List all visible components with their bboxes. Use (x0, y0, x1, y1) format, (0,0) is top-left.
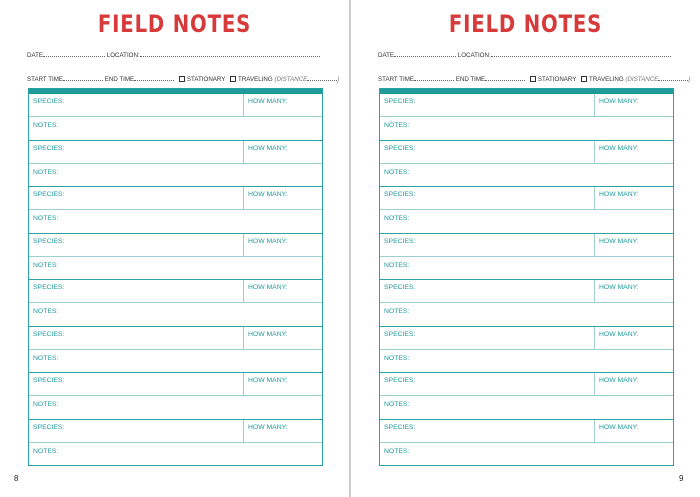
notes-field[interactable]: NOTES: (33, 447, 59, 455)
how-many-field[interactable]: HOW MANY: (243, 141, 322, 163)
species-row (29, 420, 322, 443)
species-field[interactable]: SPECIES: (33, 377, 65, 384)
species-entry (380, 420, 673, 467)
notes-field[interactable]: NOTES: (384, 122, 410, 129)
time-row (27, 74, 340, 83)
notes-field[interactable]: NOTES: (384, 261, 410, 269)
how-many-field[interactable]: HOW MANY: (594, 280, 673, 302)
traveling-checkbox[interactable] (230, 76, 236, 82)
how-many-field[interactable]: HOW MANY: (243, 327, 322, 349)
species-field[interactable]: SPECIES: (384, 191, 416, 198)
how-many-field[interactable]: HOW MANY: (243, 234, 322, 256)
species-row (29, 373, 322, 396)
species-field[interactable]: SPECIES: (384, 284, 416, 291)
species-row (380, 187, 673, 210)
species-entry (380, 327, 673, 374)
species-entry (29, 373, 322, 420)
how-many-field[interactable]: HOW MANY: (594, 234, 673, 256)
species-row (380, 327, 673, 350)
species-entry (29, 141, 322, 188)
how-many-field[interactable]: HOW MANY: (594, 373, 673, 395)
how-many-field[interactable]: HOW MANY: (243, 187, 322, 209)
species-entry (29, 187, 322, 234)
distance-close: ) (688, 76, 691, 83)
notes-field[interactable]: NOTES: (33, 122, 59, 129)
page-number: 8 (14, 474, 19, 483)
species-row (380, 234, 673, 257)
traveling-label: TRAVELING (238, 76, 273, 83)
species-field[interactable]: SPECIES: (33, 284, 65, 291)
species-row (380, 94, 673, 117)
species-field[interactable]: SPECIES: (384, 98, 416, 105)
how-many-field[interactable]: HOW MANY: (594, 94, 673, 116)
species-row (29, 94, 322, 117)
species-row (29, 187, 322, 210)
date-label: DATE (378, 52, 395, 59)
notes-field[interactable]: NOTES: (384, 168, 410, 176)
species-entry (29, 234, 322, 281)
end-time-label: END TIME (104, 76, 135, 83)
species-field[interactable]: SPECIES: (33, 144, 65, 152)
species-row (380, 141, 673, 164)
start-time-field[interactable] (63, 74, 103, 81)
left-page (0, 0, 349, 497)
species-entry (380, 94, 673, 141)
end-time-label: END TIME (455, 76, 486, 83)
how-many-field[interactable]: HOW MANY: (594, 187, 673, 209)
species-field[interactable]: SPECIES: (384, 144, 416, 152)
stationary-label: STATIONARY (537, 76, 577, 83)
right-page (351, 0, 700, 497)
date-field[interactable] (43, 50, 105, 57)
page-title: FIELD NOTES (448, 10, 603, 38)
species-field[interactable]: SPECIES: (33, 98, 65, 105)
traveling-label: TRAVELING (589, 76, 624, 83)
location-label: LOCATION: (457, 52, 491, 59)
species-entry (29, 327, 322, 374)
species-row (380, 280, 673, 303)
species-row (29, 234, 322, 257)
notes-field[interactable]: NOTES: (384, 215, 410, 222)
species-row (380, 420, 673, 443)
notes-field[interactable]: NOTES: (384, 401, 410, 408)
species-entry (380, 234, 673, 281)
page-number: 9 (679, 474, 684, 483)
start-time-field[interactable] (414, 74, 454, 81)
species-field[interactable]: SPECIES: (384, 423, 416, 431)
species-row (29, 280, 322, 303)
notes-field[interactable]: NOTES: (33, 215, 59, 222)
notes-field[interactable]: NOTES: (33, 354, 59, 362)
how-many-field[interactable]: HOW MANY: (594, 141, 673, 163)
end-time-field[interactable] (134, 74, 174, 81)
notes-field[interactable]: NOTES: (33, 168, 59, 176)
species-row (29, 141, 322, 164)
location-field[interactable] (140, 50, 320, 57)
distance-label: (DISTANCE (274, 76, 308, 83)
species-entry (380, 141, 673, 188)
species-field[interactable]: SPECIES: (33, 330, 65, 338)
how-many-field[interactable]: HOW MANY: (243, 373, 322, 395)
date-location-row (378, 50, 674, 59)
species-field[interactable]: SPECIES: (384, 237, 416, 245)
how-many-field[interactable]: HOW MANY: (243, 420, 322, 442)
distance-label: (DISTANCE (625, 76, 659, 83)
end-time-field[interactable] (485, 74, 525, 81)
species-field[interactable]: SPECIES: (33, 191, 65, 198)
species-field[interactable]: SPECIES: (33, 423, 65, 431)
traveling-checkbox[interactable] (581, 76, 587, 82)
how-many-field[interactable]: HOW MANY: (594, 420, 673, 442)
species-entry (29, 280, 322, 327)
date-label: DATE (27, 52, 44, 59)
stationary-checkbox[interactable] (179, 76, 185, 82)
time-row (378, 74, 691, 83)
location-label: LOCATION: (106, 52, 140, 59)
distance-close: ) (337, 76, 340, 83)
notes-field[interactable]: NOTES: (384, 308, 410, 315)
distance-field[interactable] (307, 74, 340, 83)
notes-field[interactable]: NOTES: (33, 261, 59, 269)
date-location-row (27, 50, 323, 59)
species-row (380, 373, 673, 396)
species-form (379, 88, 674, 466)
stationary-label: STATIONARY (186, 76, 226, 83)
notes-field[interactable]: NOTES: (33, 308, 59, 315)
species-form (28, 88, 323, 466)
species-entries (29, 94, 322, 466)
how-many-field[interactable]: HOW MANY: (594, 327, 673, 349)
location-field[interactable] (491, 50, 671, 57)
species-entries (380, 94, 673, 466)
notes-field[interactable]: NOTES: (384, 354, 410, 362)
distance-field[interactable] (658, 74, 691, 83)
species-entry (380, 187, 673, 234)
notes-field[interactable]: NOTES: (33, 401, 59, 408)
page-title: FIELD NOTES (97, 10, 252, 38)
start-time-label: START TIME (378, 76, 414, 83)
species-entry (380, 373, 673, 420)
how-many-field[interactable]: HOW MANY: (243, 94, 322, 116)
species-field[interactable]: SPECIES: (33, 237, 65, 245)
species-entry (380, 280, 673, 327)
how-many-field[interactable]: HOW MANY: (243, 280, 322, 302)
species-entry (29, 94, 322, 141)
species-field[interactable]: SPECIES: (384, 377, 416, 384)
date-field[interactable] (394, 50, 456, 57)
species-entry (29, 420, 322, 467)
species-row (29, 327, 322, 350)
stationary-checkbox[interactable] (530, 76, 536, 82)
species-field[interactable]: SPECIES: (384, 330, 416, 338)
notes-field[interactable]: NOTES: (384, 447, 410, 455)
start-time-label: START TIME (27, 76, 63, 83)
